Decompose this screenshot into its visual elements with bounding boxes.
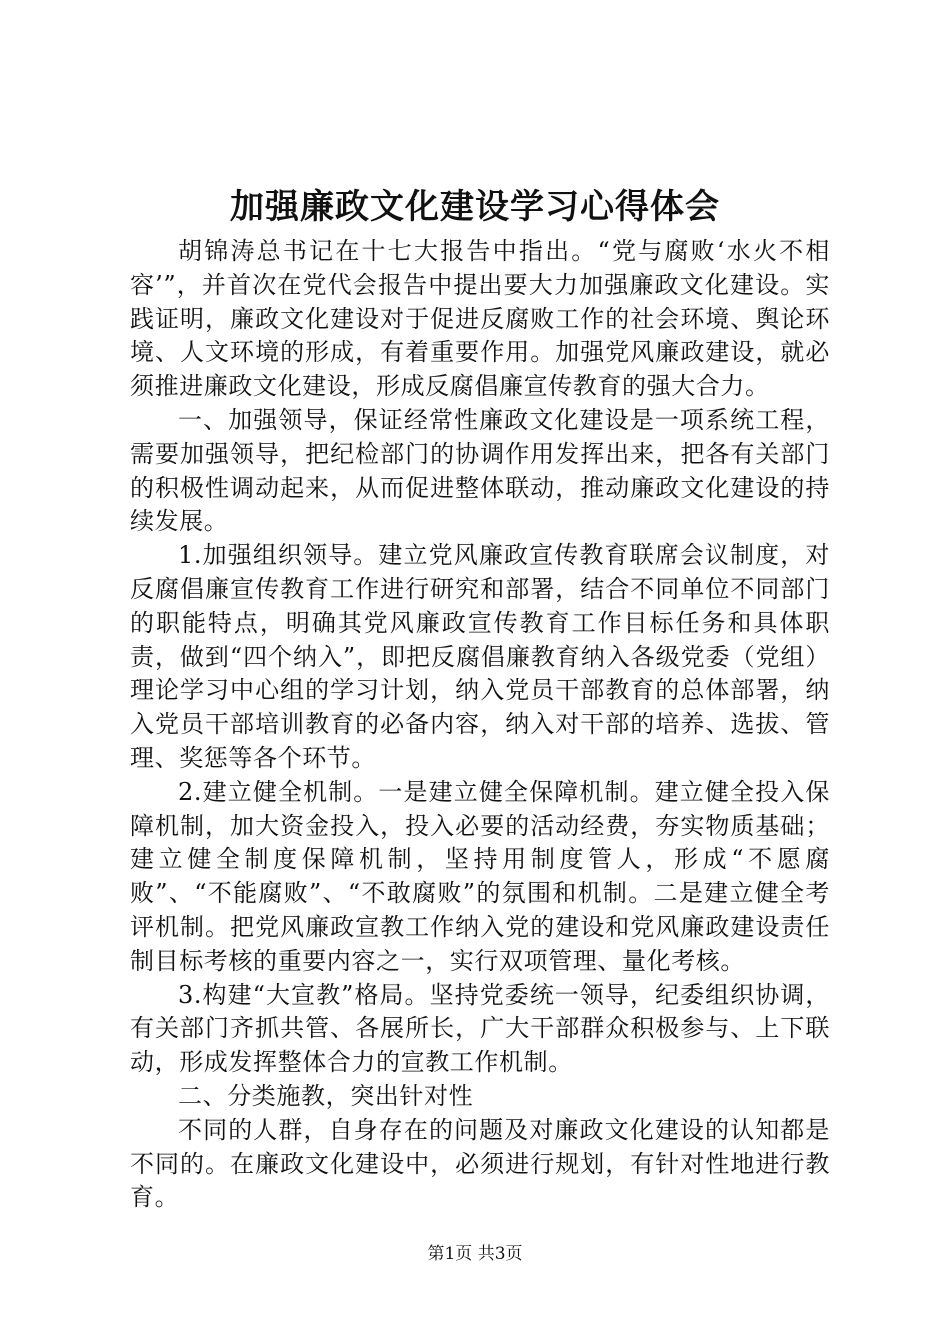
paragraph-section-one: 一、加强领导，保证经常性廉政文化建设是一项系统工程，需要加强领导，把纪检部门的协调作用发挥出来，把各有关部门的积极性调动起来，从而促进整体联动，推动廉政文化建设的持续发展。 (130, 405, 830, 536)
paragraph-item-2: 2.建立健全机制。一是建立健全保障机制。建立健全投入保障机制，加大资金投入，投入必要的活动经费，夯实物质基础；建立健全制度保障机制，坚持用制度管人，形成“不愿腐败”、“不能腐败”、“不敢腐败”的氛围和机制。二是建立健全考评机制。把党风廉政宣教工作纳入党的建设和党风廉政建设责任制目标考核的重要内容之一，实行双项管理、量化考核。 (130, 777, 830, 975)
paragraph-intro: 胡锦涛总书记在十七大报告中指出。“党与腐败‘水火不相容’”，并首次在党代会报告中提出要大力加强廉政文化建设。实践证明，廉政文化建设对于促进反腐败工作的社会环境、舆论环境、人文环境的形成，有着重要作用。加强党风廉政建设，就必须推进廉政文化建设，形成反腐倡廉宣传教育的强大合力。 (130, 237, 830, 401)
paragraph-item-3: 3.构建“大宣教”格局。坚持党委统一领导，纪委组织协调，有关部门齐抓共管、各展所长，广大干部群众积极参与、上下联动，形成发挥整体合力的宣教工作机制。 (130, 980, 830, 1077)
paragraph-section-two-heading: 二、分类施教，突出针对性 (178, 1081, 474, 1110)
document-body (130, 235, 830, 1215)
document-title: 加强廉政文化建设学习心得体会 (230, 187, 720, 227)
paragraph-section-two: 不同的人群，自身存在的问题及对廉政文化建设的认知都是不同的。在廉政文化建设中，必须进行规划，有针对性地进行教育。 (130, 1115, 830, 1212)
paragraph-item-1: 1.加强组织领导。建立党风廉政宣传教育联席会议制度，对反腐倡廉宣传教育工作进行研究和部署，结合不同单位不同部门的职能特点，明确其党风廉政宣传教育工作目标任务和具体职责，做到“四个纳入”，即把反腐倡廉教育纳入各级党委（党组）理论学习中心组的学习计划，纳入党员干部教育的总体部署，纳入党员干部培训教育的必备内容，纳入对干部的培养、选拔、管理、奖惩等各个环节。 (130, 541, 830, 772)
page-footer: 第1页 共3页 (427, 1244, 523, 1264)
